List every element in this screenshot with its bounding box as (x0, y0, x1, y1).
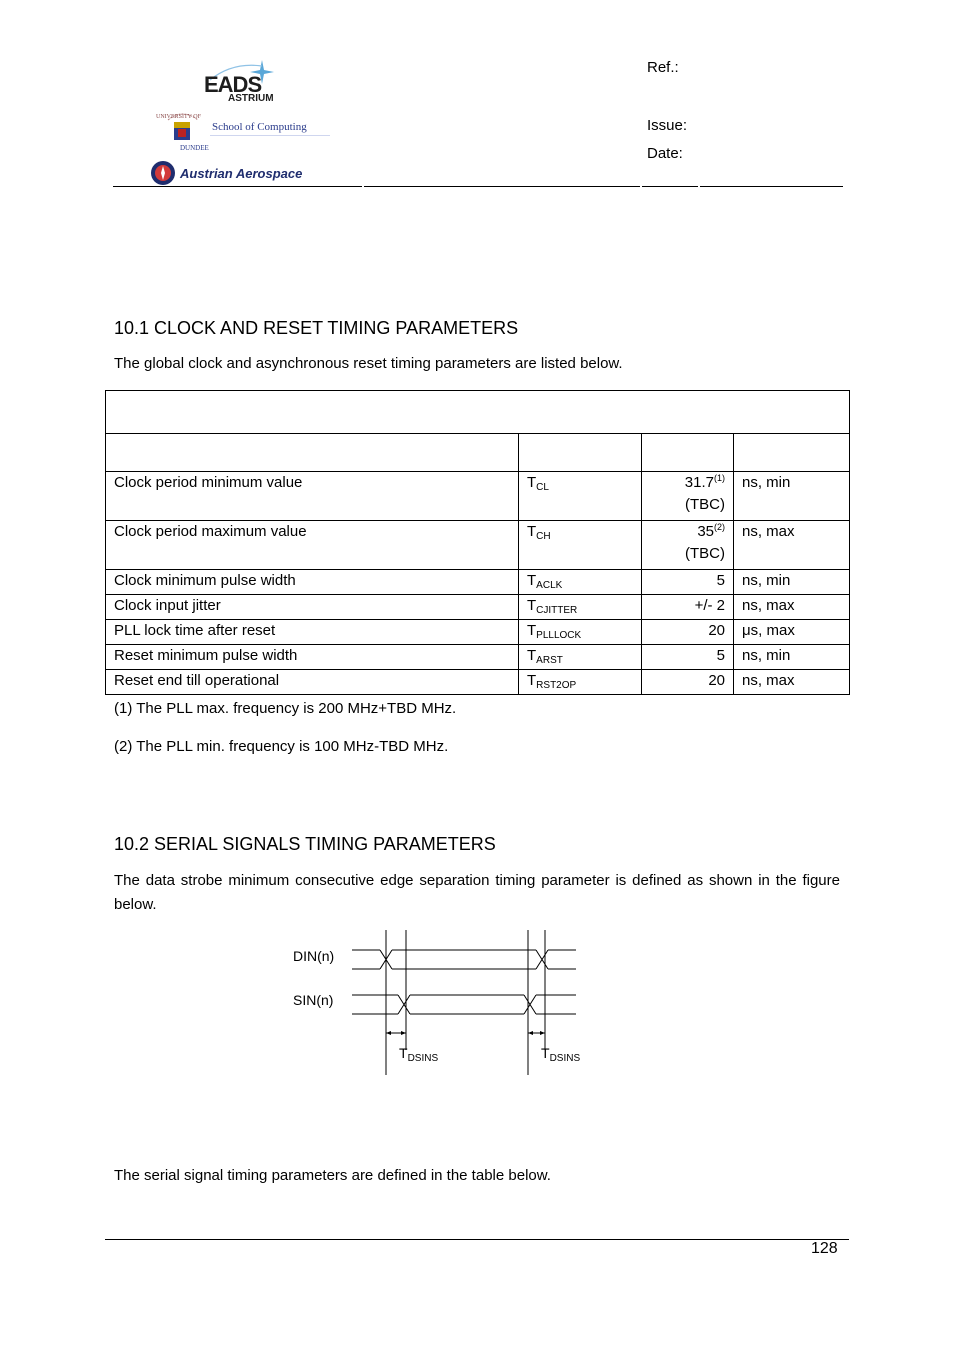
param-unit: ns, max (734, 670, 850, 695)
param-value: 5 (642, 645, 734, 670)
param-value: +/- 2 (642, 595, 734, 620)
eads-astrium-logo (202, 58, 282, 112)
section-heading-10-2: 10.2 SERIAL SIGNALS TIMING PARAMETERS (114, 834, 496, 854)
param-unit: ns, min (734, 472, 850, 521)
header-rule (642, 186, 698, 187)
param-name: Clock period minimum value (106, 472, 519, 521)
param-value: 5 (642, 570, 734, 595)
table-header-row (106, 434, 850, 472)
dundee-logo (152, 110, 332, 156)
param-unit: ns, max (734, 521, 850, 570)
param-name: Reset minimum pulse width (106, 645, 519, 670)
dundee-underline (210, 135, 330, 136)
table-row (106, 521, 850, 570)
din-label: DIN(n) (293, 948, 335, 964)
param-name: Clock minimum pulse width (106, 570, 519, 595)
param-name: PLL lock time after reset (106, 620, 519, 645)
section-heading-10-1: 10.1 CLOCK AND RESET TIMING PARAMETERS (114, 318, 519, 338)
param-name: Clock input jitter (106, 595, 519, 620)
header-rule (364, 186, 640, 187)
table-row (106, 645, 850, 670)
table-row (106, 595, 850, 620)
header-rule (113, 186, 362, 187)
issue-label: Issue: (647, 117, 688, 134)
table-row (106, 620, 850, 645)
table-row (106, 670, 850, 695)
table-note-1: (1) The PLL max. frequency is 200 MHz+TBD MHz. (114, 700, 457, 717)
header-rule (700, 186, 843, 187)
clock-reset-timing-table (105, 390, 850, 695)
param-unit: ns, max (734, 595, 850, 620)
section-2-outro: The serial signal timing parameters are defined in the table below. (114, 1167, 551, 1184)
param-unit: μs, max (734, 620, 850, 645)
param-symbol: $T_{RST2OP}$ (519, 670, 642, 695)
austrian-aerospace-emblem-icon (150, 160, 176, 186)
footer-rule (105, 1239, 849, 1240)
param-unit: ns, min (734, 645, 850, 670)
param-name: Clock period maximum value (106, 521, 519, 570)
austrian-aerospace-wordmark: Austrian Aerospace (180, 166, 303, 181)
param-symbol: $T_{CJITTER}$ (519, 595, 642, 620)
param-symbol: $T_{ACLK}$ (519, 570, 642, 595)
param-symbol: $T_{ARST}$ (519, 645, 642, 670)
tdsins-label-2: $T_{DSINS}$ (541, 1045, 581, 1064)
param-symbol: $T_{PLLLOCK}$ (519, 620, 642, 645)
dundee-name-text: DUNDEE (180, 144, 209, 152)
eads-wordmark: EADS (204, 72, 262, 97)
table-row (106, 570, 850, 595)
table-note-2: (2) The PLL min. frequency is 100 MHz-TBD MHz. (114, 738, 449, 755)
section-1-intro: The global clock and asynchronous reset timing parameters are listed below. (114, 355, 623, 372)
param-name: Reset end till operational (106, 670, 519, 695)
sin-label: SIN(n) (293, 992, 334, 1008)
table-title-row (106, 391, 850, 434)
param-symbol: $T_{CL}$ (519, 472, 642, 521)
ref-label: Ref.: (647, 59, 679, 76)
section-2-intro: The data strobe minimum consecutive edge separation timing parameter is defined as shown in the figure below. (114, 872, 840, 913)
table-row (106, 472, 850, 521)
param-value: 31.7$^{(1)}$ (TBC) (642, 472, 734, 521)
param-unit: ns, min (734, 570, 850, 595)
date-label: Date: (647, 145, 683, 162)
param-value: 20 (642, 620, 734, 645)
page-number: 128 (811, 1240, 838, 1257)
school-of-computing-text: School of Computing (212, 121, 307, 133)
param-value: 20 (642, 670, 734, 695)
param-value: 35$^{(2)}$ (TBC) (642, 521, 734, 570)
tdsins-label-1: $T_{DSINS}$ (399, 1045, 439, 1064)
astrium-wordmark: ASTRIUM (228, 93, 274, 104)
param-symbol: $T_{CH}$ (519, 521, 642, 570)
dundee-university-text: UNIVERSITY OF (156, 114, 201, 120)
